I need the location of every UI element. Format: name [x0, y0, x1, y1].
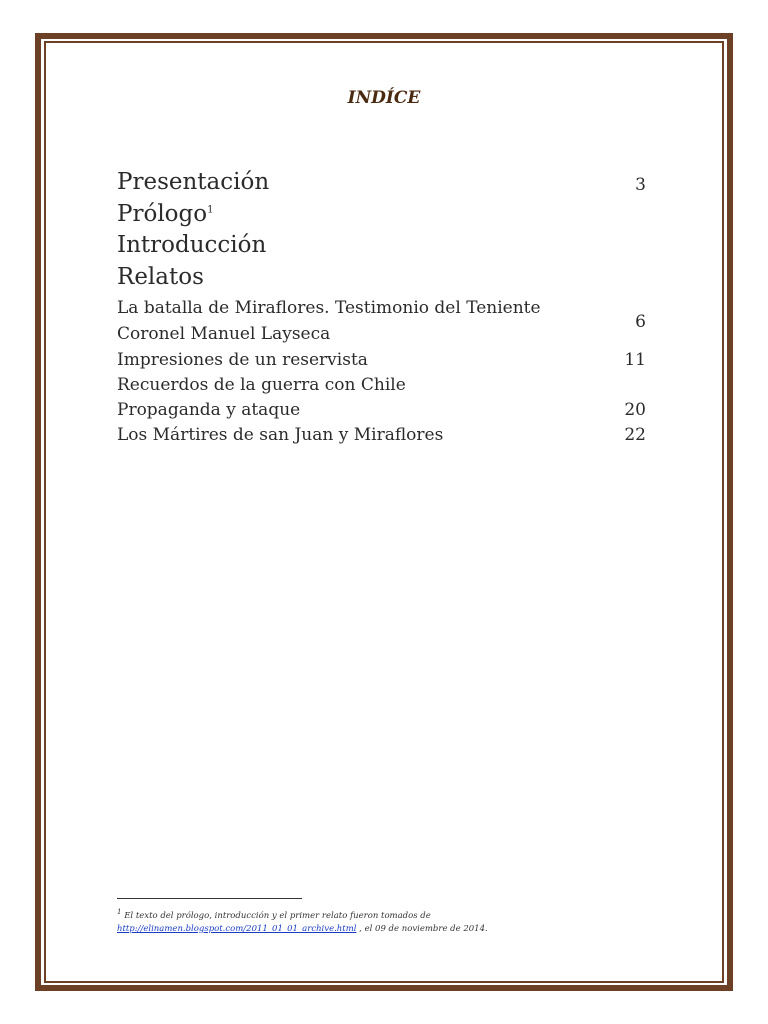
toc-entry-relatos — [117, 264, 204, 290]
toc-entry-label: Prólogo — [117, 201, 208, 227]
footnote — [117, 905, 669, 936]
footnote-text-after: , el 09 de noviembre de 2014. — [356, 923, 488, 934]
toc-entry-label: Introducción — [117, 232, 267, 258]
toc-entry-martires: Los Mártires de san Juan y Miraflores — [117, 425, 444, 445]
toc-entry-introduccion — [117, 232, 266, 258]
toc-entry-prologo — [117, 201, 213, 227]
footnote-reference: 1 — [207, 204, 214, 216]
index-title: INDÍCE — [347, 88, 421, 108]
footnote-separator — [117, 898, 302, 899]
toc-entry-impresiones: Impresiones de un reservista — [117, 350, 368, 370]
toc-entry-label: Presentación — [117, 169, 270, 195]
toc-page-presentacion: 3 — [635, 175, 646, 195]
toc-entry-presentacion — [117, 169, 269, 195]
toc-page-martires: 22 — [624, 425, 646, 445]
toc-entry-label: Relatos — [117, 264, 204, 290]
toc-page-batalla: 6 — [635, 312, 646, 332]
toc-entry-recuerdos: Recuerdos de la guerra con Chile — [117, 375, 406, 395]
toc-entry-batalla-line1: La batalla de Miraflores. Testimonio del Teniente — [117, 298, 541, 318]
footnote-link[interactable]: http://elinamen.blogspot.com/2011_01_01_archive.html — [117, 923, 357, 934]
toc-page-propaganda: 20 — [624, 400, 646, 420]
toc-page-impresiones: 11 — [624, 350, 646, 370]
toc-entry-batalla-line2: Coronel Manuel Layseca — [117, 324, 331, 344]
footnote-text-before: El texto del prólogo, introducción y el primer relato fueron tomados de — [121, 910, 431, 921]
toc-entry-propaganda: Propaganda y ataque — [117, 400, 301, 420]
footnote-marker: 1 — [117, 907, 122, 916]
